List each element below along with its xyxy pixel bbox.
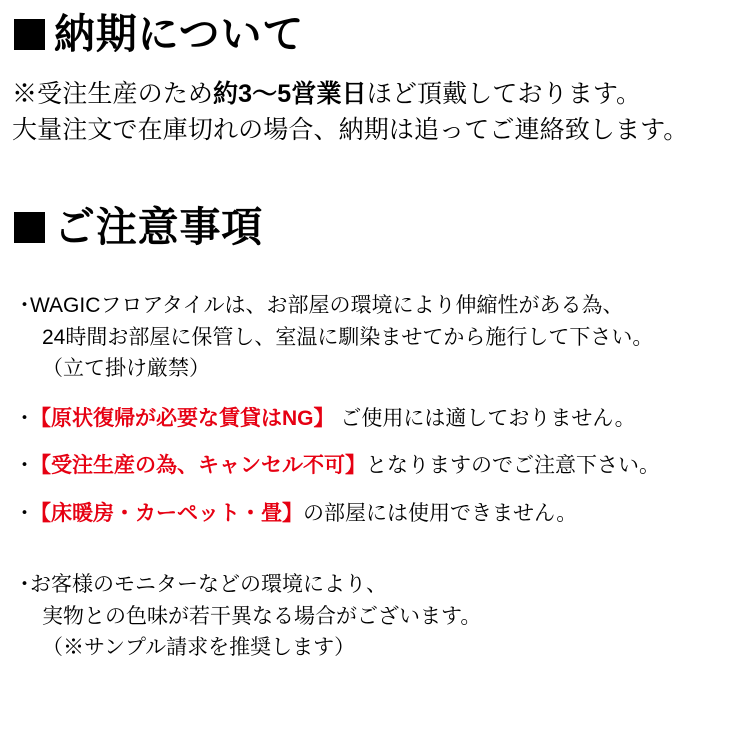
caution-list — [14, 290, 726, 682]
list-item — [14, 403, 726, 435]
list-item — [14, 450, 726, 482]
section-heading-caution-label: ご注意事項 — [54, 204, 264, 250]
list-item-highlight: 【原状復帰が必要な賃貸はNG】 — [30, 406, 335, 430]
list-item-text: の部屋には使用できません。 — [303, 501, 578, 525]
list-item-line: WAGICフロアタイルは、お部屋の環境により伸縮性がある為、 — [30, 294, 624, 317]
list-item-line: 24時間お部屋に保管し、室温に馴染ませてから施行して下さい。 — [42, 325, 654, 349]
list-item — [14, 290, 726, 385]
bullet-dot-icon: ・ — [14, 454, 35, 477]
bullet-dot-icon: ・ — [14, 294, 35, 317]
section-heading-delivery-label: 納期について — [54, 11, 305, 57]
delivery-line-1-prefix: ※受注生産のため — [12, 80, 214, 108]
list-item-text: となりますのでご注意下さい。 — [366, 454, 660, 477]
list-item-highlight: 【床暖房・カーペット・畳】 — [30, 501, 303, 525]
square-bullet-icon — [14, 212, 45, 243]
list-item-body — [30, 450, 726, 482]
list-item-line: （立て掛け厳禁） — [42, 357, 210, 380]
square-bullet-icon — [14, 19, 45, 50]
list-item-line: （※サンプル請求を推奨します） — [42, 636, 356, 659]
list-item — [14, 569, 726, 664]
delivery-line-1-emphasis: 約3〜5営業日 — [213, 80, 367, 108]
list-item-body — [30, 403, 726, 435]
list-item — [14, 498, 726, 530]
list-item-body — [30, 569, 726, 664]
list-item-line: お客様のモニターなどの環境により、 — [30, 573, 387, 596]
bullet-dot-icon: ・ — [14, 501, 35, 525]
delivery-line-1 — [12, 77, 724, 113]
delivery-text-block — [12, 77, 724, 148]
list-item-text: ご使用には適しておりません。 — [334, 406, 636, 430]
bullet-dot-icon: ・ — [14, 573, 35, 596]
delivery-line-2: 大量注文で在庫切れの場合、納期は追ってご連絡致します。 — [12, 115, 689, 144]
delivery-line-1-suffix: ほど頂戴しております。 — [366, 80, 642, 108]
section-heading-delivery — [14, 11, 305, 57]
list-item-body — [30, 498, 726, 530]
list-item-highlight: 【受注生産の為、キャンセル不可】 — [30, 454, 366, 477]
section-heading-caution — [14, 204, 264, 250]
bullet-dot-icon: ・ — [14, 406, 35, 430]
list-item-line: 実物との色味が若干異なる場合がございます。 — [42, 604, 482, 628]
list-item-body — [30, 290, 726, 385]
